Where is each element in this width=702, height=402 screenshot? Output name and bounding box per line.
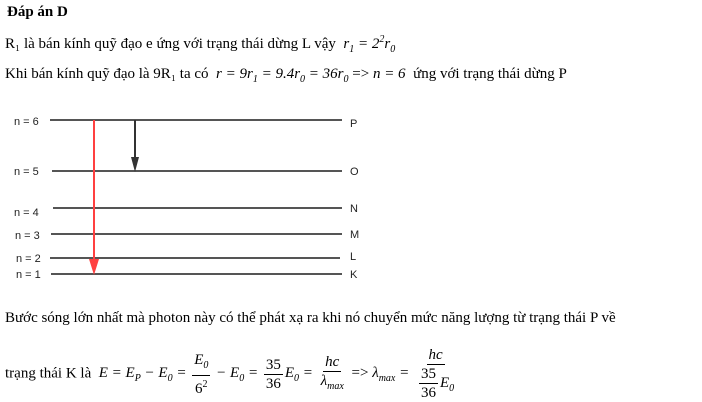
paragraph-2-suffix: ứng với trạng thái dừng P — [413, 66, 567, 82]
label-N: N — [350, 203, 358, 215]
formula-radius: $r = 9r_1 = 9.4r_0 = 36r_0 => n = 6$ — [212, 66, 410, 85]
label-n4: n = 4 — [14, 207, 39, 219]
label-n1: n = 1 — [16, 269, 41, 281]
label-n2: n = 2 — [16, 253, 41, 265]
label-K: K — [350, 269, 358, 281]
shell-labels — [350, 118, 359, 281]
label-n6: n = 6 — [14, 116, 39, 128]
paragraph-2-text: Khi bán kính quỹ đạo là 9R₁ ta có — [5, 66, 209, 82]
paragraph-1 — [5, 34, 395, 55]
paragraph-2 — [5, 66, 567, 85]
answer-title: Đáp án D — [7, 4, 68, 20]
label-n3: n = 3 — [15, 230, 40, 242]
n-labels — [14, 116, 41, 281]
black-arrow-P-to-O — [131, 120, 139, 172]
red-arrow-P-to-K — [89, 120, 99, 275]
label-n5: n = 5 — [14, 166, 39, 178]
label-O: O — [350, 166, 359, 178]
paragraph-4-text: trạng thái K là — [5, 365, 92, 382]
energy-level-diagram — [0, 100, 380, 290]
paragraph-1-text: R₁ là bán kính quỹ đạo e ứng với trạng thái dừng L vậy — [5, 36, 336, 52]
label-P: P — [350, 118, 358, 130]
paragraph-3: Bước sóng lớn nhất mà photon này có thể phát xạ ra khi nó chuyển mức năng lượng từ trạng thái P về — [5, 310, 616, 326]
label-L: L — [350, 251, 357, 263]
paragraph-4 — [5, 346, 458, 402]
formula-energy: $E = E_P - E_0$ = $\frac{E_0}{6^2}$ − $E_0$ = $\frac{35}{36}$ $E_0$ = $\frac{hc}{\lambda_{max}}$ => $\lambda_{max}$ = hc $\frac{35}{36}$ $E_0$ — [94, 347, 455, 401]
formula-r1: $r_1 = 2^2r_0$ — [339, 34, 396, 55]
label-M: M — [350, 229, 360, 241]
